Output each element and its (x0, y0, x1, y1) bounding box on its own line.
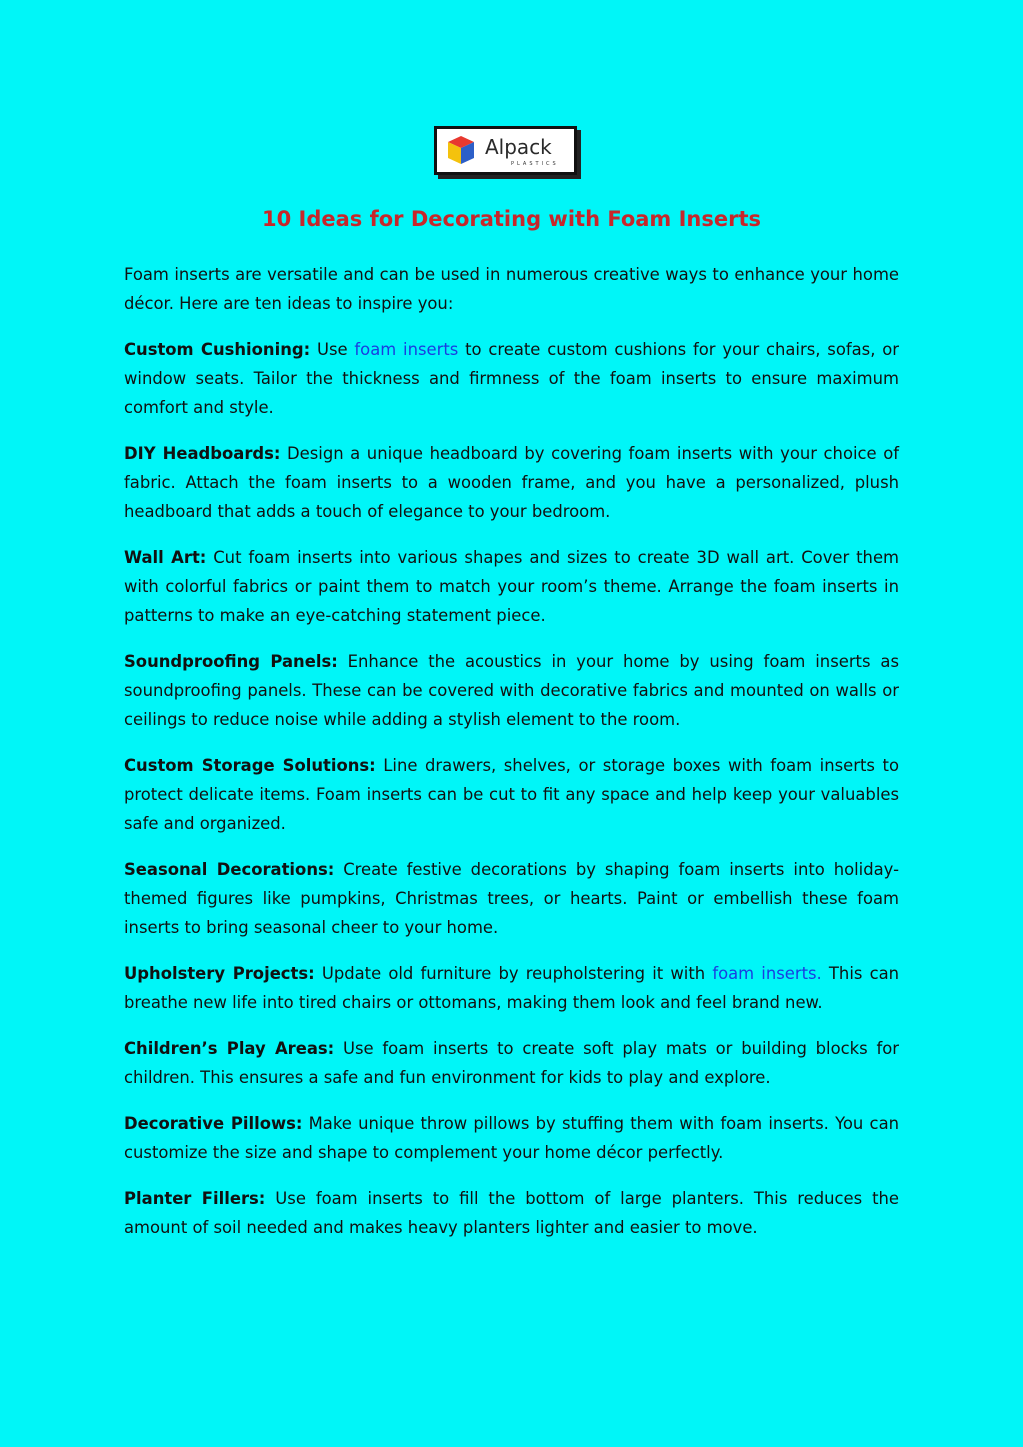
idea-heading: Decorative Pillows: (124, 1114, 303, 1133)
idea-heading: Custom Storage Solutions: (124, 756, 376, 775)
document-title: 10 Ideas for Decorating with Foam Inserts (261, 207, 762, 231)
idea-planter-fillers (124, 1184, 899, 1242)
idea-text: Use foam inserts to create soft play mats or building blocks for children. This ensures a safe and fun environment for kids to play and explore. (124, 1039, 899, 1087)
idea-text: Create festive decorations by shaping foam inserts into holiday-themed figures like pumpkins, Christmas trees, or hearts. Paint or embellish these foam inserts to bring seasonal cheer to your home. (124, 860, 899, 937)
idea-text: This can breathe new life into tired chairs or ottomans, making them look and feel brand new. (124, 964, 900, 1012)
idea-custom-storage-solutions (124, 751, 899, 838)
idea-text: Cut foam inserts into various shapes and sizes to create 3D wall art. Cover them with colorful fabrics or paint them to match your room’s theme. Arrange the foam inserts in patterns to make an eye-catching statement piece. (124, 548, 899, 625)
idea-text: Use foam inserts to fill the bottom of large planters. This reduces the amount of soil needed and makes heavy planters lighter and easier to move. (124, 1189, 899, 1237)
idea-heading: Planter Fillers: (124, 1189, 266, 1208)
idea-text: Line drawers, shelves, or storage boxes with foam inserts to protect delicate items. Foam inserts can be cut to fit any space and help keep your valuables safe and organized. (124, 756, 899, 833)
idea-soundproofing-panels (124, 647, 899, 734)
idea-diy-headboards (124, 439, 899, 526)
idea-text: Update old furniture by reupholstering it with (314, 964, 713, 983)
cube-icon (448, 136, 474, 164)
company-logo (434, 126, 577, 175)
idea-text: Enhance the acoustics in your home by using foam inserts as soundproofing panels. These can be covered with decorative fabrics and mounted on walls or ceilings to reduce noise while adding a stylish element to the room. (124, 652, 900, 729)
idea-childrens-play-areas (124, 1034, 899, 1092)
idea-heading: Seasonal Decorations: (124, 860, 335, 879)
idea-heading: DIY Headboards: (124, 444, 281, 463)
idea-wall-art (124, 543, 899, 630)
idea-heading: Custom Cushioning: (124, 340, 311, 359)
idea-custom-cushioning (124, 335, 899, 422)
idea-text: to create custom cushions for your chairs, sofas, or window seats. Tailor the thickness and firmness of the foam inserts to ensure maximum comfort and style. (124, 340, 899, 417)
idea-decorative-pillows (124, 1109, 899, 1167)
idea-upholstery-projects (124, 959, 899, 1017)
idea-heading: Upholstery Projects: (124, 964, 315, 983)
alpack-logo-graphic (437, 129, 574, 172)
idea-heading: Wall Art: (124, 548, 207, 567)
foam-inserts-link[interactable]: foam inserts. (712, 964, 822, 983)
logo-brand-text: Alpack (485, 135, 552, 159)
document-body (124, 260, 899, 1259)
foam-inserts-link[interactable]: foam inserts (354, 340, 459, 359)
idea-seasonal-decorations (124, 855, 899, 942)
idea-heading: Children’s Play Areas: (124, 1039, 335, 1058)
logo-tagline-text: PLASTICS (511, 161, 559, 167)
idea-text: Use (310, 340, 355, 359)
idea-text: Design a unique headboard by covering foam inserts with your choice of fabric. Attach the foam inserts to a wooden frame, and you have a personalized, plush headboard that adds a touch of elegance to your bedroom. (124, 444, 899, 521)
idea-text: Make unique throw pillows by stuffing them with foam inserts. You can customize the size and shape to complement your home décor perfectly. (124, 1114, 900, 1162)
idea-heading: Soundproofing Panels: (124, 652, 338, 671)
intro-paragraph: Foam inserts are versatile and can be used in numerous creative ways to enhance your home décor. Here are ten ideas to inspire you: (124, 265, 899, 313)
